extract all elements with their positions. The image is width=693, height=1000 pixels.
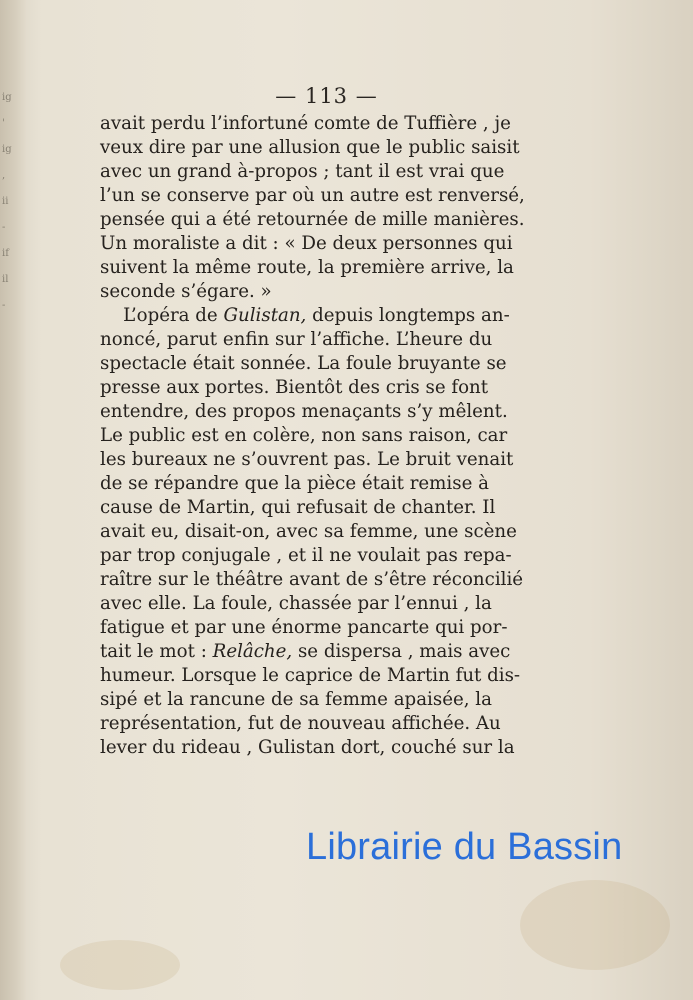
text-line: raître sur le théâtre avant de s’être réconcilié (100, 569, 524, 590)
paper-stain (520, 880, 670, 970)
paper-stain (60, 940, 180, 990)
text-line: Un moraliste a dit : « De deux personnes qui (100, 233, 513, 254)
text-line: avec un grand à-propos ; tant il est vrai que (100, 161, 505, 182)
facing-page-text: ig ' ig , ii - if il - (2, 92, 12, 311)
text-line: pensée qui a été retournée de mille manières. (100, 209, 525, 230)
text-line: tait le mot : Relâche, se dispersa , mais avec (100, 641, 511, 662)
text-line: cause de Martin, qui refusait de chanter. Il (100, 497, 496, 518)
text-line: noncé, parut enfin sur l’affiche. L’heure du (100, 329, 493, 350)
text-line: avait eu, disait-on, avec sa femme, une scène (100, 521, 517, 542)
text-line: de se répandre que la pièce était remise à (100, 473, 489, 494)
text-line: humeur. Lorsque le caprice de Martin fut dis- (100, 665, 521, 686)
text-line: L’opéra de Gulistan, depuis longtemps an- (100, 305, 510, 326)
text-line: l’un se conserve par où un autre est renversé, (100, 185, 525, 206)
text-line: les bureaux ne s’ouvrent pas. Le bruit venait (100, 449, 514, 470)
body-text (100, 112, 540, 760)
text-line: par trop conjugale , et il ne voulait pas repa- (100, 545, 512, 566)
text-line: entendre, des propos menaçants s’y mêlent. (100, 401, 508, 422)
text-line: Le public est en colère, non sans raison, car (100, 425, 508, 446)
text-line: avec elle. La foule, chassée par l’ennui , la (100, 593, 492, 614)
italic-word: Relâche, (212, 641, 293, 662)
page-number: — 113 — (275, 84, 378, 108)
watermark: Librairie du Bassin (306, 826, 623, 868)
text-line: seconde s’égare. » (100, 281, 272, 302)
text-line: sipé et la rancune de sa femme apaisée, la (100, 689, 492, 710)
text-line: fatigue et par une énorme pancarte qui por- (100, 617, 508, 638)
text-line: veux dire par une allusion que le public saisit (100, 137, 520, 158)
text-line: presse aux portes. Bientôt des cris se font (100, 377, 489, 398)
text-line: suivent la même route, la première arrive, la (100, 257, 514, 278)
text-line: lever du rideau , Gulistan dort, couché sur la (100, 737, 515, 758)
text-line: spectacle était sonnée. La foule bruyante se (100, 353, 507, 374)
italic-word: Gulistan, (223, 305, 307, 326)
text-line: avait perdu l’infortuné comte de Tuffière , je (100, 113, 511, 134)
facing-page-edge (0, 0, 26, 1000)
text-line: représentation, fut de nouveau affichée. Au (100, 713, 501, 734)
